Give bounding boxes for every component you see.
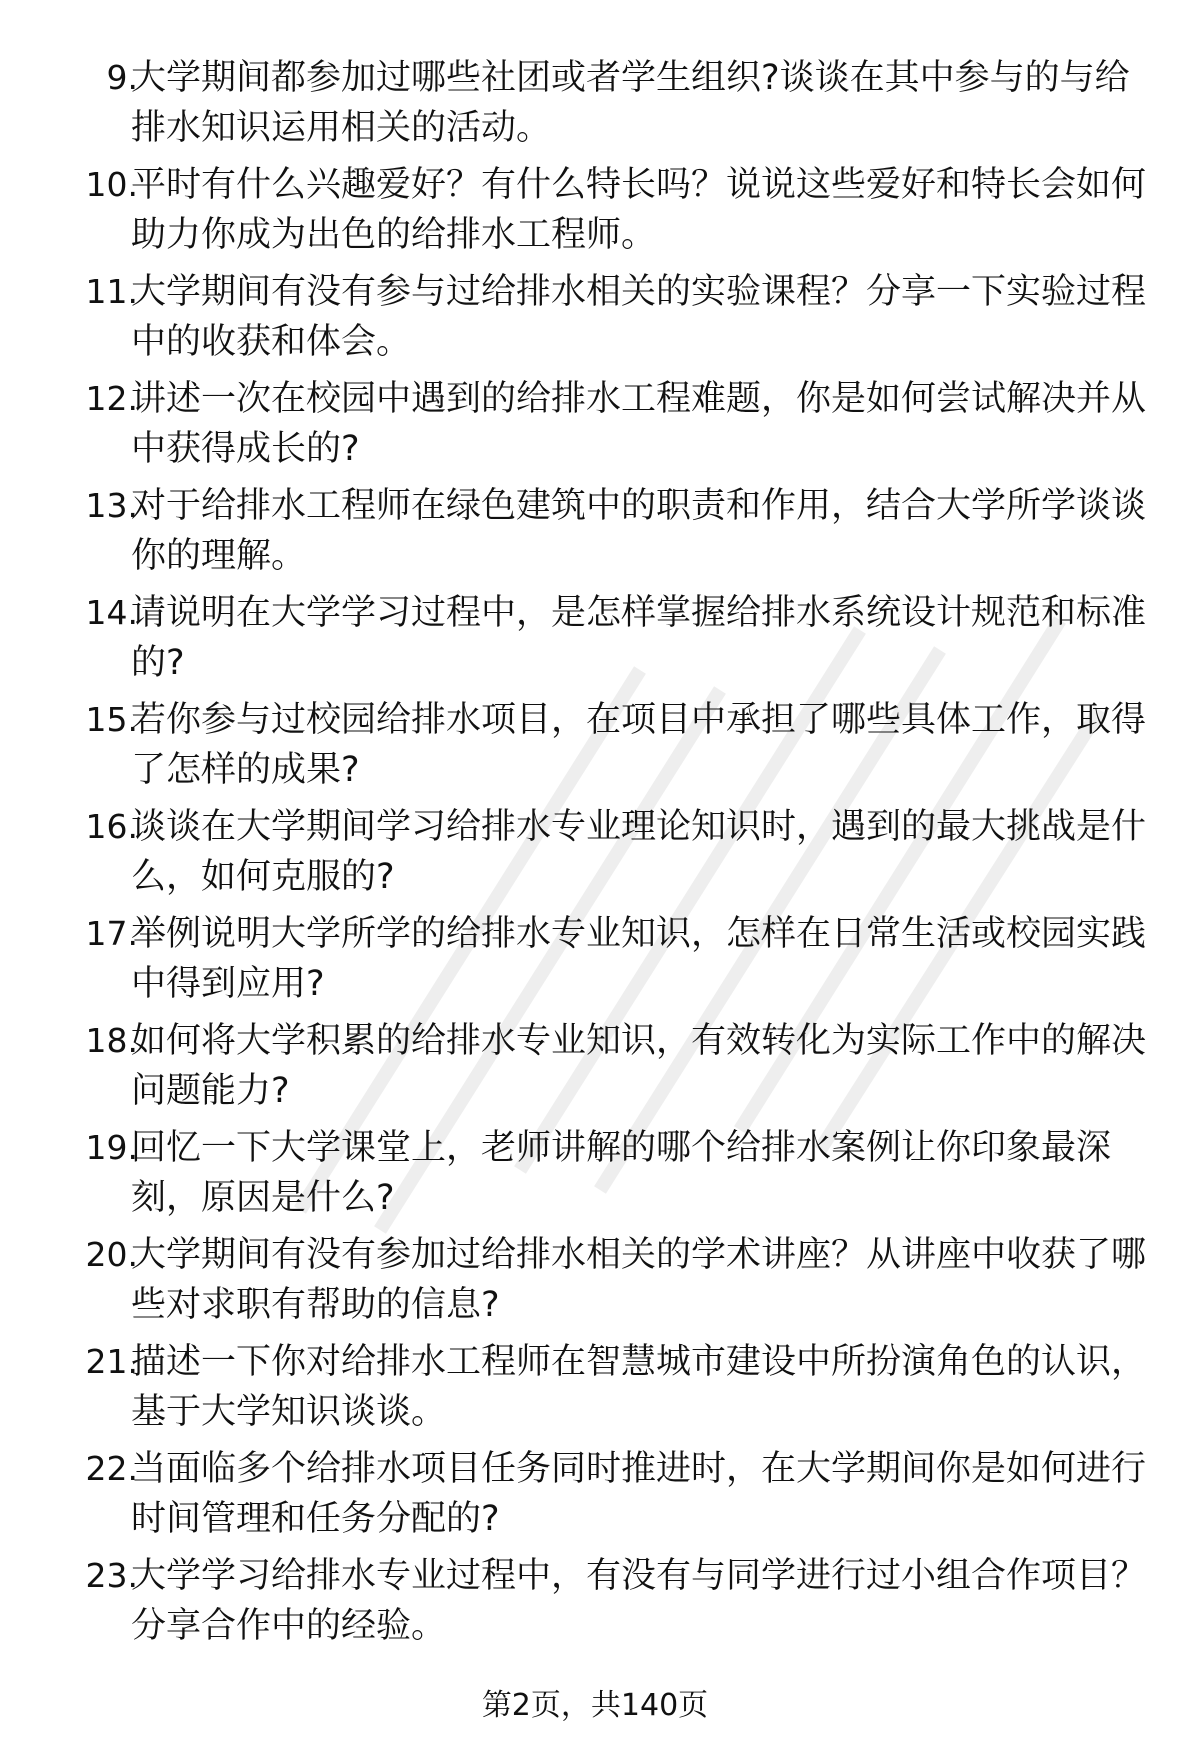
question-number: 22.: [85, 1449, 138, 1488]
question-item: [0, 1438, 1190, 1545]
question-text: 回忆一下大学课堂上，老师讲解的哪个给排水案例让你印象最深刻，原因是什么?: [131, 1128, 1112, 1218]
question-number: 16.: [85, 807, 138, 846]
question-number: 21.: [85, 1342, 138, 1381]
question-text: 如何将大学积累的给排水专业知识，有效转化为实际工作中的解决问题能力?: [131, 1021, 1147, 1111]
question-number: 19.: [85, 1128, 138, 1167]
question-item: [0, 1117, 1190, 1224]
page-footer: 第2页，共140页: [481, 1688, 709, 1723]
question-text: 当面临多个给排水项目任务同时推进时，在大学期间你是如何进行时间管理和任务分配的?: [131, 1449, 1147, 1539]
question-text: 大学期间有没有参与过给排水相关的实验课程？分享一下实验过程中的收获和体会。: [131, 272, 1147, 362]
question-text: 讲述一次在校园中遇到的给排水工程难题，你是如何尝试解决并从中获得成长的?: [131, 379, 1147, 469]
question-number: 11.: [85, 272, 138, 311]
question-number: 17.: [85, 914, 138, 953]
question-item: [0, 368, 1190, 475]
question-number: 12.: [85, 379, 138, 418]
question-item: [0, 1545, 1190, 1652]
question-item: [0, 582, 1190, 689]
question-item: [0, 261, 1190, 368]
question-item: [0, 47, 1190, 154]
question-text: 谈谈在大学期间学习给排水专业理论知识时，遇到的最大挑战是什么，如何克服的?: [131, 807, 1147, 897]
question-item: [0, 475, 1190, 582]
question-text: 描述一下你对给排水工程师在智慧城市建设中所扮演角色的认识，基于大学知识谈谈。: [131, 1342, 1147, 1432]
question-item: [0, 1331, 1190, 1438]
question-number: 14.: [85, 593, 138, 632]
question-text: 大学期间有没有参加过给排水相关的学术讲座？从讲座中收获了哪些对求职有帮助的信息?: [131, 1235, 1147, 1325]
question-number: 23.: [85, 1556, 138, 1595]
question-number: 10.: [85, 165, 138, 204]
question-number: 9.: [106, 58, 138, 97]
question-text: 大学期间都参加过哪些社团或者学生组织?谈谈在其中参与的与给排水知识运用相关的活动。: [131, 58, 1130, 148]
question-text: 若你参与过校园给排水项目，在项目中承担了哪些具体工作，取得了怎样的成果?: [131, 700, 1147, 790]
question-item: [0, 154, 1190, 261]
question-number: 18.: [85, 1021, 138, 1060]
question-item: [0, 689, 1190, 796]
question-text: 举例说明大学所学的给排水专业知识，怎样在日常生活或校园实践中得到应用?: [131, 914, 1147, 1004]
question-text: 大学学习给排水专业过程中，有没有与同学进行过小组合作项目？分享合作中的经验。: [131, 1556, 1147, 1646]
question-item: [0, 903, 1190, 1010]
question-number: 20.: [85, 1235, 138, 1274]
question-item: [0, 796, 1190, 903]
question-number: 13.: [85, 486, 138, 525]
question-text: 请说明在大学学习过程中，是怎样掌握给排水系统设计规范和标准的?: [131, 593, 1147, 683]
question-item: [0, 1010, 1190, 1117]
question-text: 平时有什么兴趣爱好？有什么特长吗？说说这些爱好和特长会如何助力你成为出色的给排水工程师。: [131, 165, 1147, 255]
question-list: [0, 47, 1190, 1652]
question-item: [0, 1224, 1190, 1331]
question-number: 15.: [85, 700, 138, 739]
question-text: 对于给排水工程师在绿色建筑中的职责和作用，结合大学所学谈谈你的理解。: [131, 486, 1147, 576]
